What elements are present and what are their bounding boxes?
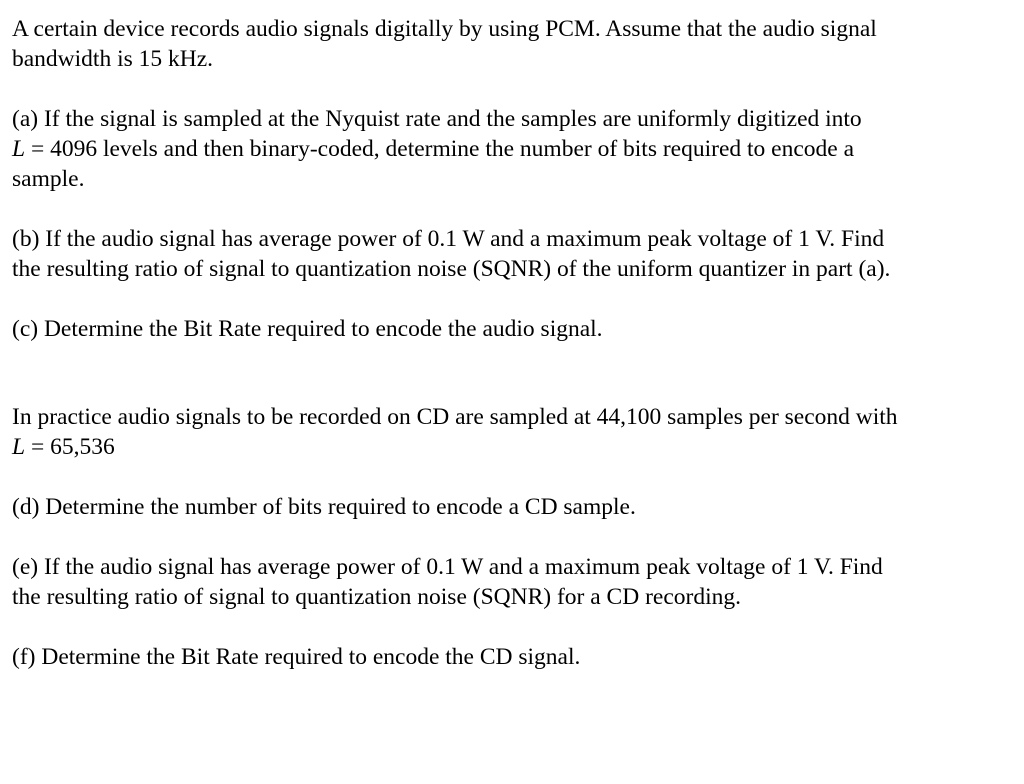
document-body xyxy=(12,14,1012,672)
intro-line-2: bandwidth is 15 kHz. xyxy=(12,46,214,72)
part-e-line-1: (e) If the audio signal has average power of 0.1 W and a maximum peak voltage of 1 V. Find xyxy=(12,554,883,580)
part-b-line-2: the resulting ratio of signal to quantization noise (SQNR) of the uniform quantizer in part (a). xyxy=(12,256,891,282)
spacer xyxy=(12,74,1012,104)
part-f-paragraph xyxy=(12,642,1012,672)
intro-paragraph xyxy=(12,14,1012,74)
part-b-line-1: (b) If the audio signal has average power of 0.1 W and a maximum peak voltage of 1 V. Find xyxy=(12,226,885,252)
part-e-paragraph xyxy=(12,552,1012,612)
part-c-line-1: (c) Determine the Bit Rate required to encode the audio signal. xyxy=(12,316,603,342)
part-a-paragraph xyxy=(12,104,1012,194)
part-a-line-1: (a) If the signal is sampled at the Nyquist rate and the samples are uniformly digitized into xyxy=(12,106,862,132)
spacer xyxy=(12,462,1012,492)
part-d-line-1: (d) Determine the number of bits required to encode a CD sample. xyxy=(12,494,636,520)
cd-intro-line-2 xyxy=(12,432,1012,462)
spacer xyxy=(12,612,1012,642)
part-b-paragraph xyxy=(12,224,1012,284)
variable-l: L xyxy=(12,136,26,162)
part-d-paragraph xyxy=(12,492,1012,522)
cd-intro-paragraph xyxy=(12,402,1012,462)
spacer xyxy=(12,522,1012,552)
part-a-line-3: sample. xyxy=(12,166,85,192)
spacer xyxy=(12,344,1012,402)
part-f-line-1: (f) Determine the Bit Rate required to encode the CD signal. xyxy=(12,644,581,670)
part-a-line-2 xyxy=(12,134,1012,164)
part-c-paragraph xyxy=(12,314,1012,344)
intro-line-1: A certain device records audio signals digitally by using PCM. Assume that the audio signal xyxy=(12,16,877,42)
spacer xyxy=(12,284,1012,314)
cd-intro-line-2-text: = 65,536 xyxy=(25,434,115,460)
part-e-line-2: the resulting ratio of signal to quantization noise (SQNR) for a CD recording. xyxy=(12,584,741,610)
spacer xyxy=(12,194,1012,224)
part-a-line-2-text: = 4096 levels and then binary-coded, determine the number of bits required to encode a xyxy=(25,136,855,162)
cd-intro-line-1: In practice audio signals to be recorded on CD are sampled at 44,100 samples per second with xyxy=(12,404,898,430)
variable-l: L xyxy=(12,434,26,460)
